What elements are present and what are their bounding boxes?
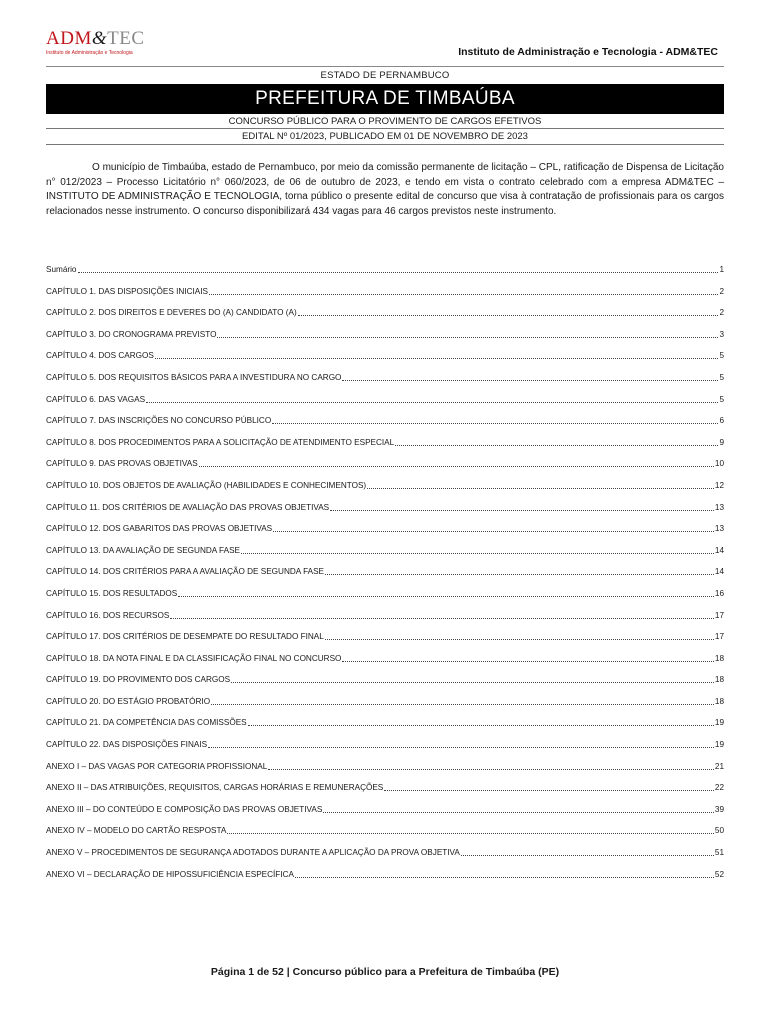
toc-dot-leader (78, 264, 719, 273)
toc-entry[interactable] (46, 329, 724, 351)
toc-entry-page: 5 (719, 372, 724, 382)
toc-entry[interactable] (46, 394, 724, 416)
toc-dot-leader (342, 653, 713, 662)
toc-dot-leader (367, 480, 714, 489)
toc-entry[interactable] (46, 761, 724, 783)
toc-entry[interactable] (46, 523, 724, 545)
subtitle-divider (46, 128, 724, 129)
toc-entry-page: 13 (714, 524, 724, 534)
toc-dot-leader (217, 329, 718, 338)
toc-entry[interactable] (46, 631, 724, 653)
toc-entry-label: CAPÍTULO 11. DOS CRITÉRIOS DE AVALIAÇÃO DAS PROVAS OBJETIVAS (46, 502, 330, 512)
toc-entry-label: CAPÍTULO 12. DOS GABARITOS DAS PROVAS OBJETIVAS (46, 524, 273, 534)
toc-dot-leader (384, 782, 714, 791)
toc-dot-leader (199, 458, 714, 467)
toc-entry[interactable] (46, 545, 724, 567)
toc-entry-page: 3 (719, 329, 724, 339)
toc-entry-label: CAPÍTULO 1. DAS DISPOSIÇÕES INICIAIS (46, 286, 208, 296)
page-title: PREFEITURA DE TIMBAÚBA (46, 84, 724, 114)
header-divider (46, 66, 724, 67)
toc-dot-leader (461, 847, 714, 856)
toc-entry-label: CAPÍTULO 22. DAS DISPOSIÇÕES FINAIS (46, 740, 208, 750)
toc-entry[interactable] (46, 610, 724, 632)
toc-entry-page: 18 (714, 696, 724, 706)
toc-entry-label: CAPÍTULO 19. DO PROVIMENTO DOS CARGOS (46, 675, 231, 685)
toc-entry[interactable] (46, 264, 724, 286)
toc-dot-leader (330, 502, 714, 511)
toc-entry-page: 5 (719, 394, 724, 404)
toc-dot-leader (209, 286, 718, 295)
toc-entry-label: CAPÍTULO 2. DOS DIREITOS E DEVERES DO (A) CANDIDATO (A) (46, 308, 297, 318)
toc-entry-label: CAPÍTULO 6. DAS VAGAS (46, 394, 146, 404)
toc-entry[interactable] (46, 696, 724, 718)
toc-entry-label: CAPÍTULO 21. DA COMPETÊNCIA DAS COMISSÕES (46, 718, 247, 728)
toc-entry-page: 39 (714, 804, 724, 814)
toc-dot-leader (170, 610, 714, 619)
toc-entry[interactable] (46, 307, 724, 329)
toc-dot-leader (395, 437, 718, 446)
toc-entry-page: 18 (714, 675, 724, 685)
toc-entry-page: 52 (714, 869, 724, 879)
toc-entry-label: ANEXO II – DAS ATRIBUIÇÕES, REQUISITOS, CARGAS HORÁRIAS E REMUNERAÇÕES (46, 783, 384, 793)
toc-entry[interactable] (46, 825, 724, 847)
toc-entry-page: 1 (719, 265, 724, 274)
toc-entry[interactable] (46, 782, 724, 804)
toc-entry[interactable] (46, 458, 724, 480)
toc-entry[interactable] (46, 674, 724, 696)
toc-entry-page: 14 (714, 545, 724, 555)
toc-entry-page: 9 (719, 437, 724, 447)
toc-entry-page: 50 (714, 826, 724, 836)
toc-entry-page: 22 (714, 783, 724, 793)
toc-entry-label: CAPÍTULO 3. DO CRONOGRAMA PREVISTO (46, 329, 217, 339)
toc-entry-page: 16 (714, 588, 724, 598)
toc-entry-label: ANEXO VI – DECLARAÇÃO DE HIPOSSUFICIÊNCIA ESPECÍFICA (46, 869, 294, 879)
toc-dot-leader (208, 739, 714, 748)
toc-dot-leader (248, 717, 714, 726)
toc-entry-page: 17 (714, 610, 724, 620)
toc-entry-page: 5 (719, 351, 724, 361)
toc-entry-label: CAPÍTULO 10. DOS OBJETOS DE AVALIAÇÃO (HABILIDADES E CONHECIMENTOS) (46, 480, 367, 490)
edital-divider (46, 144, 724, 145)
toc-entry-label: CAPÍTULO 16. DOS RECURSOS (46, 610, 170, 620)
table-of-contents (46, 264, 724, 890)
toc-entry-label: CAPÍTULO 7. DAS INSCRIÇÕES NO CONCURSO PÚBLICO (46, 416, 272, 426)
toc-dot-leader (178, 588, 714, 597)
toc-entry-page: 13 (714, 502, 724, 512)
toc-entry-page: 17 (714, 632, 724, 642)
toc-dot-leader (268, 761, 714, 770)
logo-tec: TEC (107, 28, 145, 49)
toc-entry-label: CAPÍTULO 20. DO ESTÁGIO PROBATÓRIO (46, 696, 211, 706)
logo-wordmark (46, 29, 156, 48)
toc-entry-page: 14 (714, 567, 724, 577)
toc-entry[interactable] (46, 847, 724, 869)
toc-entry-page: 18 (714, 653, 724, 663)
toc-entry-label: CAPÍTULO 15. DOS RESULTADOS (46, 588, 178, 598)
toc-entry-page: 12 (714, 480, 724, 490)
toc-dot-leader (155, 350, 719, 359)
toc-dot-leader (211, 696, 714, 705)
logo-ampersand: & (91, 28, 108, 49)
toc-entry-label: ANEXO V – PROCEDIMENTOS DE SEGURANÇA ADOTADOS DURANTE A APLICAÇÃO DA PROVA OBJETIVA (46, 848, 460, 858)
toc-entry-label: CAPÍTULO 18. DA NOTA FINAL E DA CLASSIFICAÇÃO FINAL NO CONCURSO (46, 653, 342, 663)
toc-entry-page: 6 (719, 416, 724, 426)
toc-entry-label: CAPÍTULO 17. DOS CRITÉRIOS DE DESEMPATE DO RESULTADO FINAL (46, 632, 324, 642)
toc-entry-label: CAPÍTULO 14. DOS CRITÉRIOS PARA A AVALIAÇÃO DE SEGUNDA FASE (46, 567, 325, 577)
adm-tec-logo (46, 29, 156, 59)
toc-dot-leader (325, 631, 714, 640)
toc-entry-page: 10 (714, 459, 724, 469)
header-institute-name: Instituto de Administração e Tecnologia - ADM&TEC (458, 46, 718, 58)
toc-entry-page: 2 (719, 286, 724, 296)
logo-subtitle: Instituto de Administração e Tecnologia (46, 50, 133, 56)
toc-entry-page: 19 (714, 718, 724, 728)
toc-entry[interactable] (46, 717, 724, 739)
toc-entry-label: CAPÍTULO 5. DOS REQUISITOS BÁSICOS PARA A INVESTIDURA NO CARGO (46, 372, 342, 382)
toc-entry-label: CAPÍTULO 8. DOS PROCEDIMENTOS PARA A SOLICITAÇÃO DE ATENDIMENTO ESPECIAL (46, 437, 395, 447)
page-footer: Página 1 de 52 | Concurso público para a Prefeitura de Timbaúba (PE) (210, 966, 560, 978)
toc-dot-leader (298, 307, 719, 316)
state-heading: ESTADO DE PERNAMBUCO (320, 70, 450, 81)
toc-entry-page: 21 (714, 761, 724, 771)
toc-entry[interactable] (46, 566, 724, 588)
toc-entry[interactable] (46, 286, 724, 308)
toc-entry-page: 2 (719, 308, 724, 318)
toc-entry[interactable] (46, 415, 724, 437)
toc-entry-label: CAPÍTULO 4. DOS CARGOS (46, 351, 154, 361)
toc-entry[interactable] (46, 653, 724, 675)
toc-entry-label: ANEXO III – DO CONTEÚDO E COMPOSIÇÃO DAS PROVAS OBJETIVAS (46, 804, 323, 814)
toc-entry-label: CAPÍTULO 13. DA AVALIAÇÃO DE SEGUNDA FASE (46, 545, 240, 555)
toc-entry-label: ANEXO IV – MODELO DO CARTÃO RESPOSTA (46, 826, 227, 836)
toc-entry[interactable] (46, 350, 724, 372)
toc-entry[interactable] (46, 588, 724, 610)
toc-dot-leader (325, 566, 714, 575)
toc-dot-leader (273, 523, 714, 532)
toc-dot-leader (231, 674, 714, 683)
toc-entry[interactable] (46, 869, 724, 891)
toc-entry[interactable] (46, 739, 724, 761)
edital-subtitle: EDITAL Nº 01/2023, PUBLICADO EM 01 DE NOVEMBRO DE 2023 (242, 131, 528, 142)
toc-dot-leader (323, 804, 714, 813)
toc-dot-leader (342, 372, 718, 381)
toc-entry-page: 51 (714, 848, 724, 858)
toc-dot-leader (272, 415, 718, 424)
intro-paragraph: O município de Timbaúba, estado de Pernambuco, por meio da comissão permanente de licitação – CPL, ratificação de Dispensa de Licitação n° 012/2023 – Processo Licitatório n° 060/2023, de 06 de outubro de 2023, e tendo em vista o contrato celebrado com a empresa ADM&TEC – INSTITUTO DE ADMINISTRAÇÃO E TECNOLOGIA, torna público o presente edital de concurso que visa à contratação de profissionais para os cargos relacionados nesse instrumento. O concurso disponibilizará 434 vagas para 46 cargos previstos neste instrumento. (46, 162, 724, 218)
logo-adm: ADM (46, 28, 92, 49)
toc-entry-label: CAPÍTULO 9. DAS PROVAS OBJETIVAS (46, 459, 198, 469)
toc-dot-leader (146, 394, 718, 403)
toc-entry-label: Sumário (46, 265, 77, 274)
toc-entry[interactable] (46, 437, 724, 459)
toc-entry-page: 19 (714, 740, 724, 750)
toc-entry[interactable] (46, 502, 724, 524)
contest-subtitle: CONCURSO PÚBLICO PARA O PROVIMENTO DE CARGOS EFETIVOS (228, 116, 542, 127)
toc-entry[interactable] (46, 372, 724, 394)
toc-entry[interactable] (46, 480, 724, 502)
toc-dot-leader (241, 545, 714, 554)
toc-dot-leader (227, 825, 714, 834)
toc-dot-leader (295, 869, 714, 878)
toc-entry-label: ANEXO I – DAS VAGAS POR CATEGORIA PROFISSIONAL (46, 761, 268, 771)
toc-entry[interactable] (46, 804, 724, 826)
